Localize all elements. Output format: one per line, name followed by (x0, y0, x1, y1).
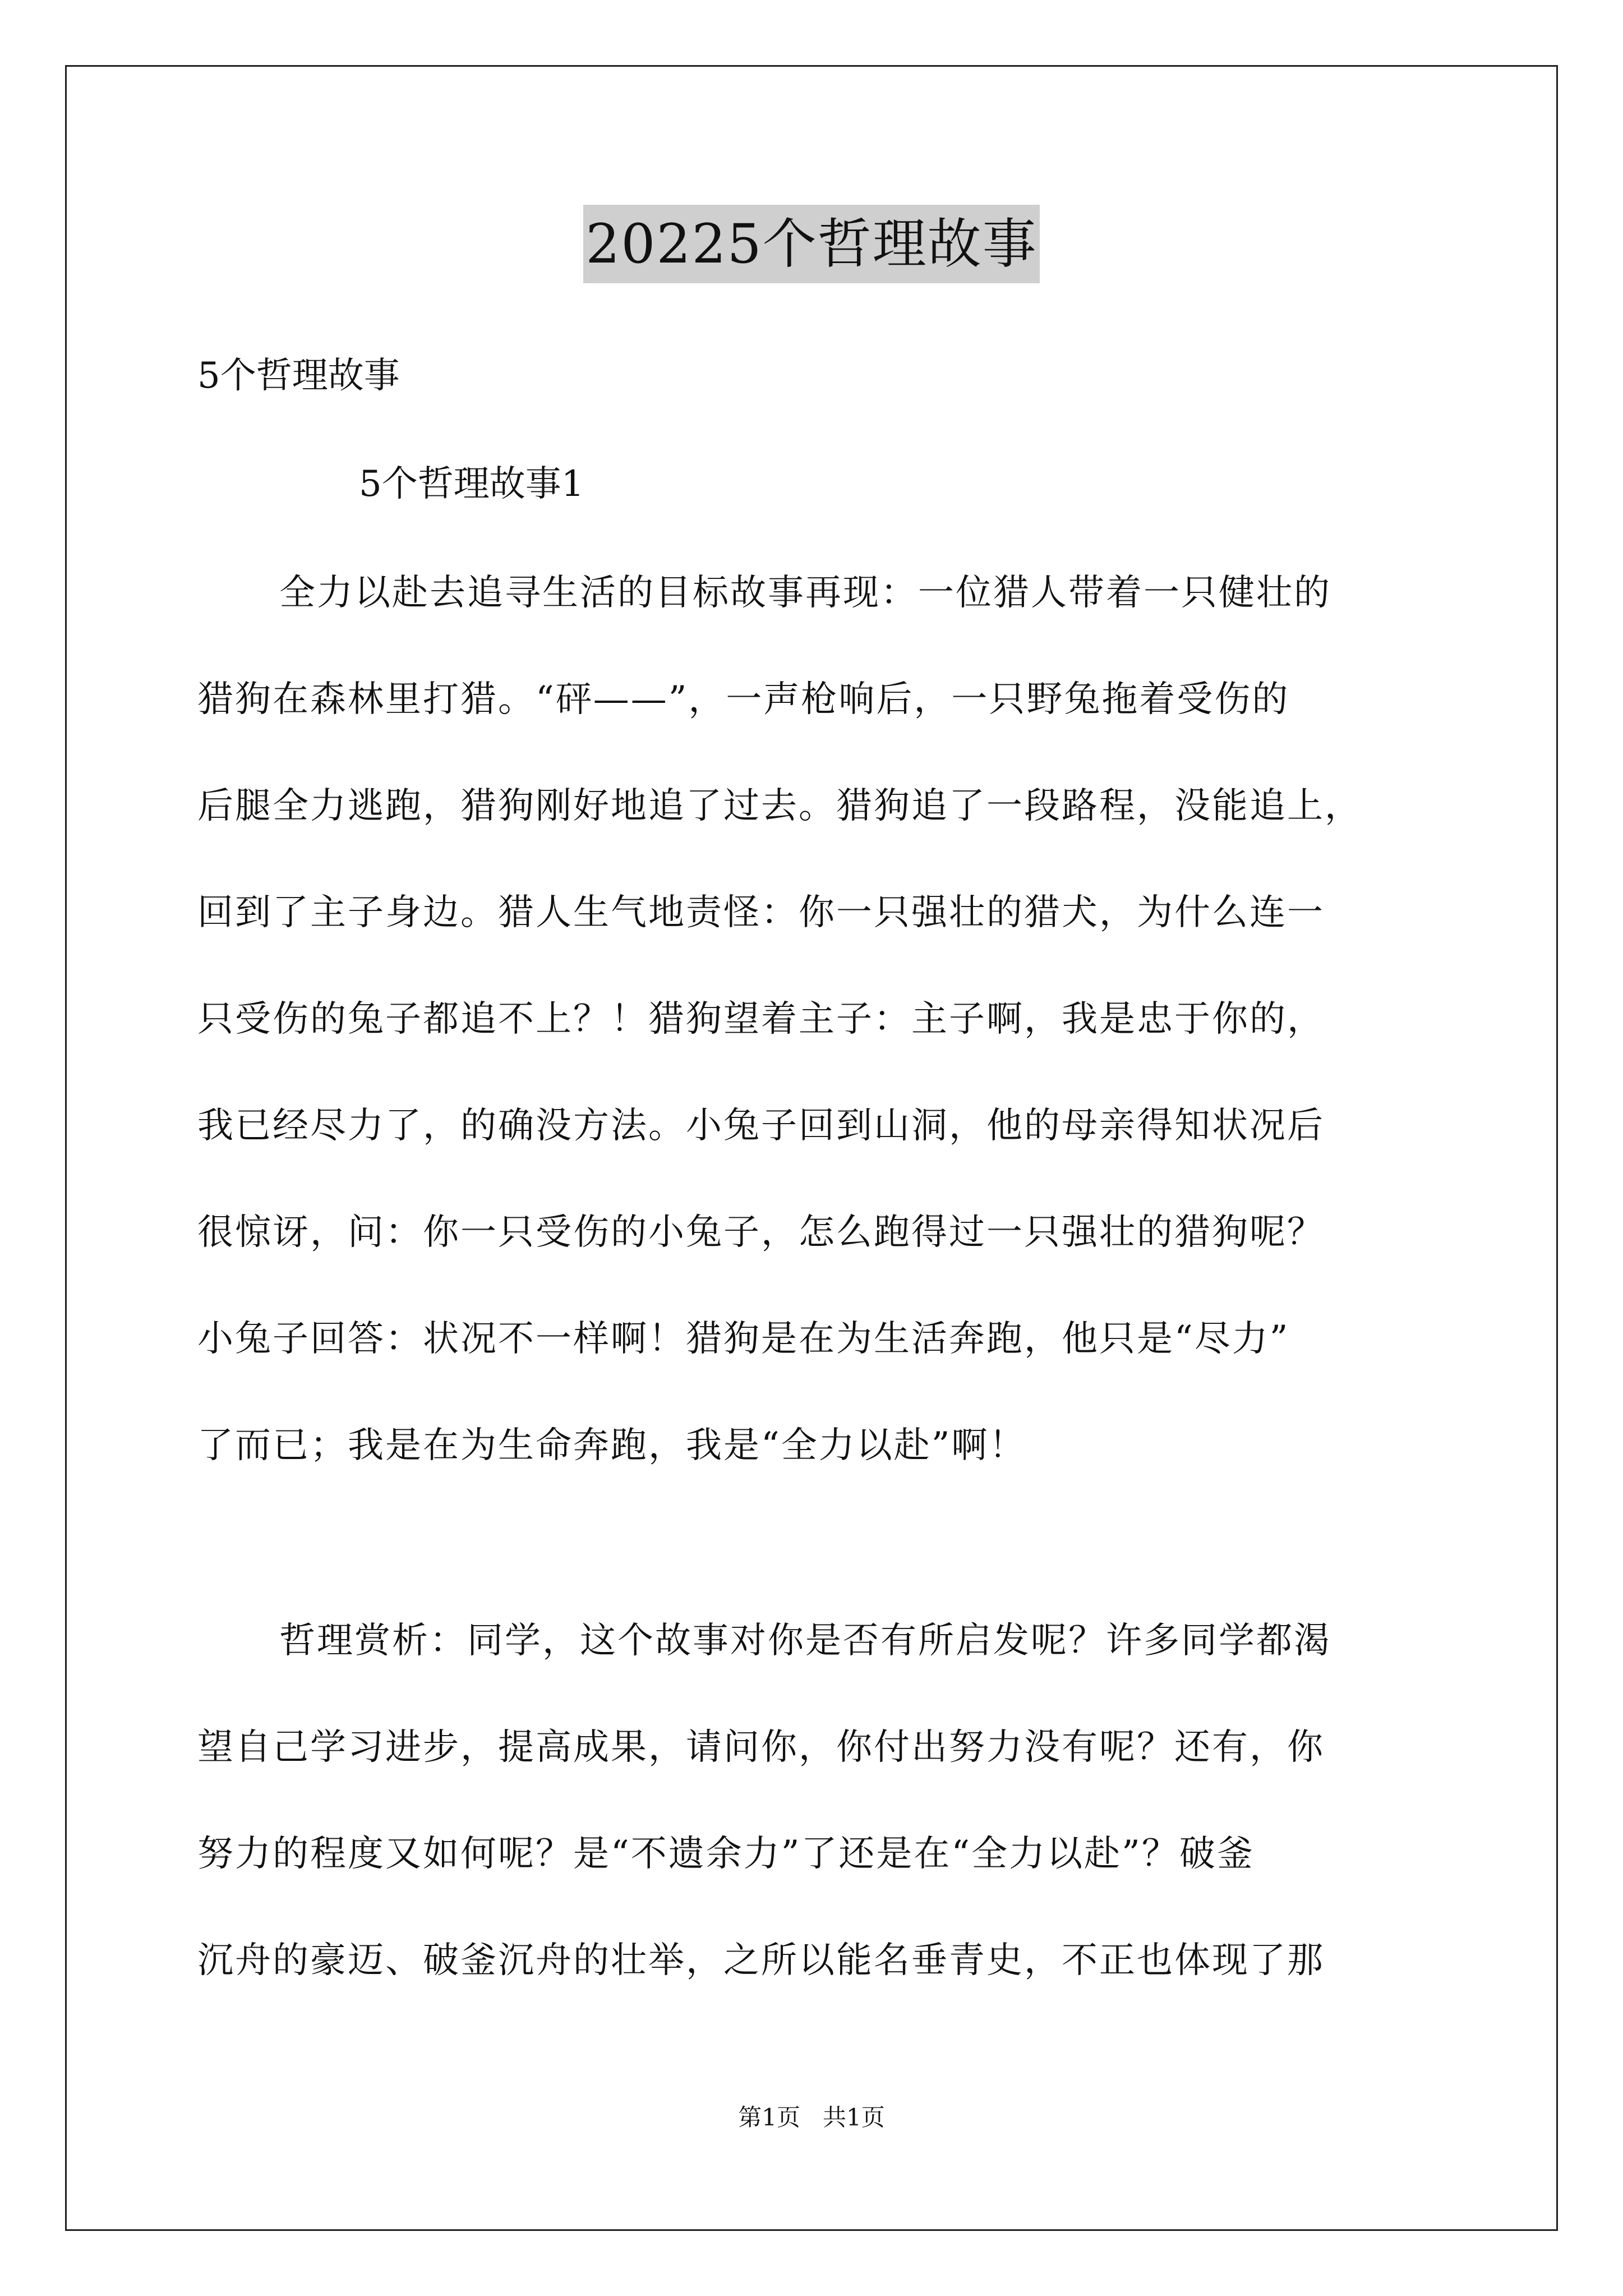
text-line: 很惊讶，问：你一只受伤的小兔子，怎么跑得过一只强壮的猎狗呢？ (197, 1212, 1325, 1253)
text-line: 回到了主子身边。猎人生气地责怪：你一只强壮的猎犬，为什么连一 (197, 892, 1325, 933)
document-title: 20225个哲理故事 (583, 205, 1039, 283)
document-subtitle: 5个哲理故事 (197, 355, 400, 397)
section-heading: 5个哲理故事1 (359, 463, 584, 505)
text-line: 了而已；我是在为生命奔跑，我是“全力以赴”啊！ (197, 1425, 1027, 1466)
title-container (0, 205, 1623, 283)
text-line: 哲理赏析：同学，这个故事对你是否有所启发呢？许多同学都渴 (279, 1620, 1331, 1662)
text-line: 后腿全力逃跑，猎狗刚好地追了过去。猎狗追了一段路程，没能追上， (197, 785, 1362, 827)
text-line: 望自己学习进步，提高成果，请问你，你付出努力没有呢？还有，你 (197, 1727, 1325, 1768)
text-line: 只受伤的兔子都追不上？！猎狗望着主子：主子啊，我是忠于你的， (197, 999, 1325, 1040)
text-line: 我已经尽力了，的确没方法。小兔子回到山洞，他的母亲得知状况后 (197, 1105, 1325, 1147)
text-line: 沉舟的豪迈、破釜沉舟的壮举，之所以能名垂青史，不正也体现了那 (197, 1940, 1325, 1981)
text-line: 努力的程度又如何呢？是“不遗余力”了还是在“全力以赴”？破釜 (197, 1833, 1255, 1875)
story-paragraph (197, 568, 1362, 1527)
analysis-paragraph (197, 1616, 1331, 2042)
text-line: 小兔子回答：状况不一样啊！猎狗是在为生活奔跑，他只是“尽力” (197, 1318, 1290, 1360)
text-line: 猎狗在森林里打猎。“砰——”，一声枪响后，一只野兔拖着受伤的 (197, 679, 1290, 720)
text-line: 全力以赴去追寻生活的目标故事再现：一位猎人带着一只健壮的 (279, 572, 1331, 614)
page-footer: 第1页 共1页 (738, 2104, 885, 2131)
